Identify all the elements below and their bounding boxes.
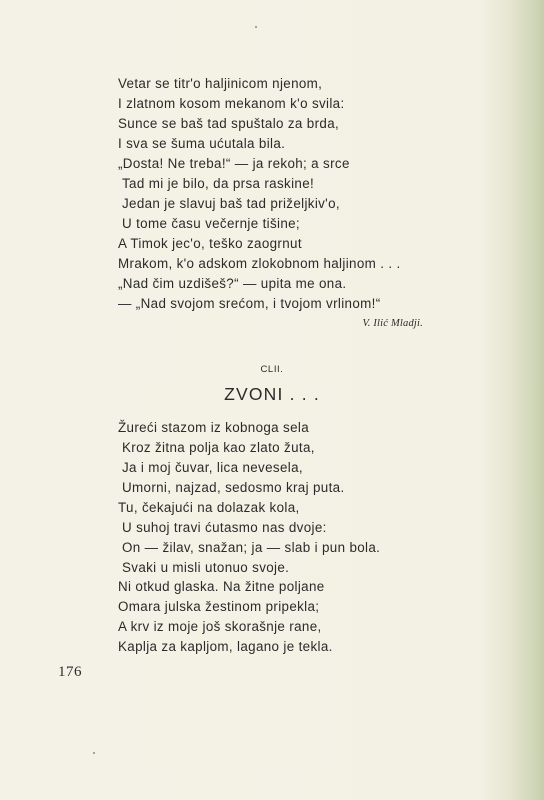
verse-line: „Nad čim uzdišeš?“ — upita me ona. [118, 276, 347, 291]
verse-line: Svaki u misli utonuo svoje. [122, 560, 290, 575]
verse-line: Kaplja za kapljom, lagano je tekla. [118, 639, 333, 654]
verse-line: A Timok jec'o, teško zaogrnut [118, 236, 302, 251]
poem-stanza-1 [118, 418, 345, 498]
verse-line: Jedan je slavuj baš tad priželjkiv'o, [122, 196, 340, 211]
poem-stanza-2 [118, 498, 380, 578]
verse-line: On — žilav, snažan; ja — slab i pun bola. [122, 540, 381, 555]
verse-line: Kroz žitna polja kao zlato žuta, [122, 440, 315, 455]
verse-line: I sva se šuma ućutala bila. [118, 136, 286, 151]
verse-line: Ni otkud glaska. Na žitne poljane [118, 579, 325, 594]
poem-stanza-3 [118, 577, 333, 657]
poem-number: CLII. [260, 364, 284, 375]
verse-line: A krv iz moje još skorašnje rane, [118, 619, 322, 634]
verse-line: U suhoj travi ćutasmo nas dvoje: [122, 520, 327, 535]
verse-line: Mrakom, k'o adskom zlokobnom haljinom . . . [118, 256, 401, 271]
speck [93, 752, 95, 754]
page-number: 176 [58, 664, 82, 680]
verse-line: U tome času večernje tišine; [122, 216, 301, 231]
verse-line: „Dosta! Ne treba!“ — ja rekoh; a srce [118, 156, 350, 171]
verse-line: Tu, čekajući na dolazak kola, [118, 500, 300, 515]
poem-end-stanza-3 [118, 234, 401, 314]
poem-title: ZVONI . . . [224, 384, 320, 404]
poem-attribution: V. Ilić Mladji. [362, 318, 423, 329]
poem-end-stanza-1 [118, 74, 345, 154]
verse-line: Vetar se titr'o haljinicom njenom, [118, 76, 323, 91]
verse-line: Omara julska žestinom pripekla; [118, 599, 320, 614]
verse-line: Umorni, najzad, sedosmo kraj puta. [122, 480, 345, 495]
verse-line: Tad mi je bilo, da prsa raskine! [122, 176, 315, 191]
verse-line: Ja i moj čuvar, lica nevesela, [122, 460, 303, 475]
verse-line: Sunce se baš tad spuštalo za brda, [118, 116, 340, 131]
verse-line: — „Nad svojom srećom, i tvojom vrlinom!“ [118, 296, 381, 311]
verse-line: Žureći stazom iz kobnoga sela [118, 420, 310, 435]
verse-line: I zlatnom kosom mekanom k'o svila: [118, 96, 345, 111]
speck [255, 26, 257, 28]
poem-end-stanza-2 [118, 154, 350, 234]
